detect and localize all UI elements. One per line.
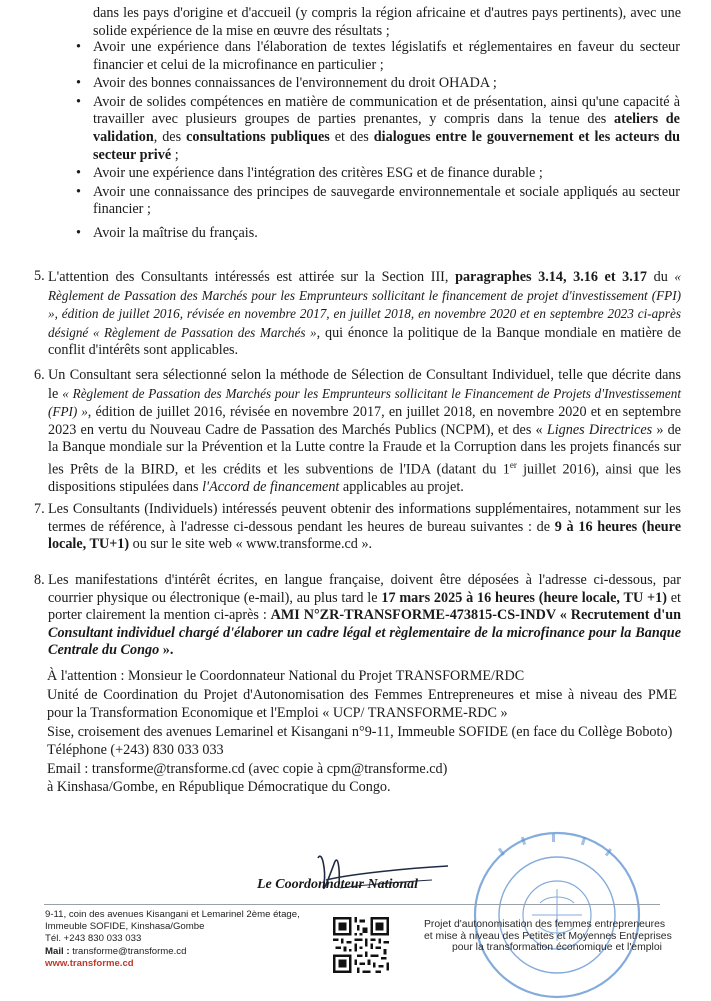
address-line: À l'attention : Monsieur le Coordonnateur National du Projet TRANSFORME/RDC — [47, 668, 525, 684]
paragraph-8: 8. Les manifestations d'intérêt écrites, en langue française, doivent être déposées à l'adresse ci-dessous, par courrier physique ou électronique (e-mail), au plus tard le 17 mars 2025 à 16 heures (heure locale, TU +1) et porter clairement la mention ci-après : AMI N°ZR-TRANSFORME-473815-CS-INDV « Recrutement d'un Consultant individuel chargé d'élaborer un cadre légal et règlementaire de la microfinance pour la Banque Centrale du Congo ». — [34, 572, 681, 659]
website-link[interactable]: www.transforme.cd — [45, 957, 134, 969]
paragraph-number: 5. — [34, 268, 45, 284]
bullet-marker: • — [76, 93, 81, 110]
list-item: • Avoir la maîtrise du français. — [76, 224, 258, 241]
paragraph-number: 7. — [34, 501, 45, 517]
address-line: Unité de Coordination du Projet d'Autonomisation des Femmes Entrepreneures et mise à niveau des PME pour la Transformation Economique et l'Emploi « UCP/ TRANSFORME-RDC » — [47, 686, 677, 721]
paragraph-7: 7. Les Consultants (Individuels) intéressés peuvent obtenir des informations supplémentaires, notamment sur les termes de référence, à l'adresse ci-dessous pendant les heures de bureau suivantes : de 9 à 16 heures (heure locale, TU+1) ou sur le site web « www.transforme.cd ». — [34, 501, 682, 553]
footer-divider — [44, 904, 660, 905]
list-item: • Avoir des bonnes connaissances de l'environnement du droit OHADA ; — [76, 75, 497, 92]
footer-project-name: Projet d'autonomisation des femmes entrepreneures et mise à niveau des Petites et Moyennes Entreprises pour la transformation économique et l'emploi — [424, 919, 672, 954]
bullet-marker: • — [76, 183, 81, 200]
paragraph-5: 5. L'attention des Consultants intéressés est attirée sur la Section III, paragraphes 3.14, 3.16 et 3.17 du « Règlement de Passation des Marchés pour les Emprunteurs sollicitant le financement de projet d'investissement (FPI) », édition de juillet 2016, révisée en novembre 2017, en juillet 2018, en novembre 2020 et en septembre 2023 ci-après désigné « Règlement de Passation des Marchés », qui énonce la politique de la Banque mondiale en matière de conflit d'intérêts sont applicables. — [34, 268, 682, 359]
requirements-list — [76, 39, 680, 244]
footer-contact: 9-11, coin des avenues Kisangani et Lemarinel 2ème étage, Immeuble SOFIDE, Kinshasa/Gombe Tél. +243 830 033 033 Mail : transforme@transforme.cd www.transforme.cd — [45, 909, 300, 969]
list-item: • Avoir de solides compétences en matière de communication et de présentation, ainsi qu'une capacité à travailler avec plusieurs groupes de parties prenantes, y compris dans la tenue des ateliers de validation, des consultations publiques et des dialogues entre le gouvernement et les acteurs du secteur privé ; — [76, 93, 680, 163]
address-line: à Kinshasa/Gombe, en République Démocratique du Congo. — [47, 779, 391, 795]
address-line: Sise, croisement des avenues Lemarinel et Kisangani n°9-11, Immeuble SOFIDE (en face du Collège Boboto) — [47, 723, 673, 740]
bullet-marker: • — [76, 165, 81, 182]
qr-code-icon — [333, 917, 389, 973]
list-item: • Avoir une expérience dans l'intégration des critères ESG et de finance durable ; — [76, 165, 543, 182]
list-item: • Avoir une connaissance des principes de sauvegarde environnementale et sociale appliqués au secteur financier ; — [76, 183, 680, 218]
signatory-title: Le Coordonnateur National — [257, 877, 419, 892]
address-line: Téléphone (+243) 830 033 033 — [47, 742, 224, 758]
contact-address — [47, 667, 677, 797]
bullet-marker: • — [76, 39, 81, 55]
bullet-marker: • — [76, 75, 81, 92]
bullet-marker: • — [76, 224, 81, 241]
bullet-continuation: dans les pays d'origine et d'accueil (y compris la région africaine et d'autres pays pertinents), avec une solide expérience de la mise en œuvre des résultats ; — [93, 5, 681, 39]
paragraph-6: 6. Un Consultant sera sélectionné selon la méthode de Sélection de Consultant Individuel, telle que décrite dans le « Règlement de Passation des Marchés pour les Emprunteurs sollicitant le Financement de Projets d'Investissement (FPI) », édition de juillet 2016, révisée en novembre 2017, en juillet 2018, en novembre 2020 et en septembre 2023 en vertu du Nouveau Cadre de Passation des Marchés Publics (NCPM), et des « Lignes Directrices » de la Banque mondiale sur la Prévention et la Lutte contre la Fraude et la Corruption dans les projets financés sur les Prêts de la BIRD, et les crédits et les subventions de l'IDA (datant du 1er juillet 2016), ainsi que les dispositions stipulées dans l'Accord de financement applicables au projet. — [34, 367, 681, 496]
paragraph-number: 8. — [34, 572, 45, 588]
paragraph-number: 6. — [34, 367, 45, 383]
official-stamp-icon — [452, 823, 662, 1001]
address-line: Email : transforme@transforme.cd (avec copie à cpm@transforme.cd) — [47, 760, 448, 777]
list-item: • Avoir une expérience dans l'élaboration de textes législatifs et réglementaires en faveur du secteur financier et celui de la microfinance en particulier ; — [76, 39, 680, 73]
